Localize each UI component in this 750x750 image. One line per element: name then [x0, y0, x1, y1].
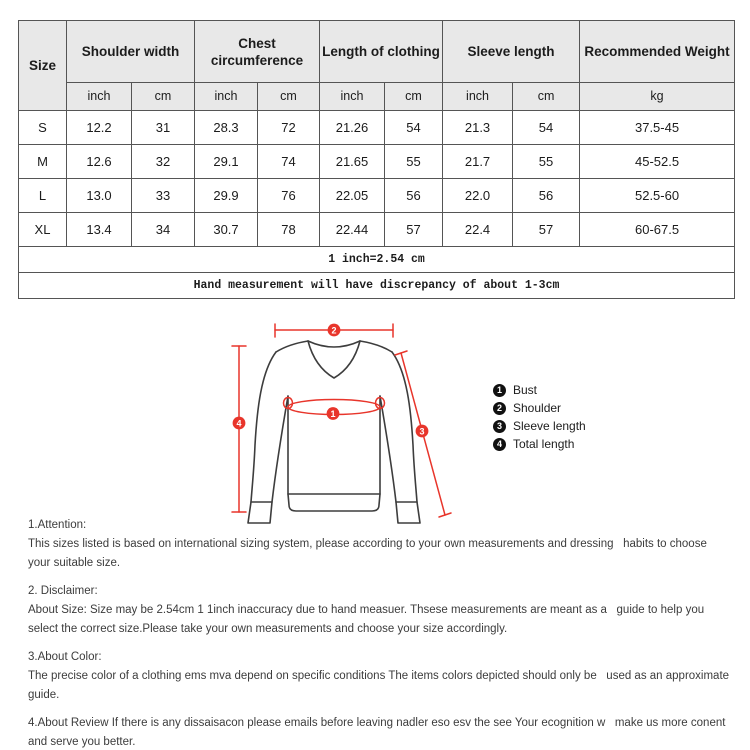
size-cell: XL: [19, 213, 67, 247]
svg-text:4: 4: [236, 418, 242, 429]
table-cell: 54: [513, 111, 580, 145]
table-cell: 54: [385, 111, 443, 145]
table-cell: 57: [385, 213, 443, 247]
marker-badge-shoulder: [328, 324, 341, 337]
unit-header: cm: [513, 83, 580, 111]
marker-badge-bust: [327, 407, 340, 420]
size-cell: L: [19, 179, 67, 213]
unit-header: inch: [320, 83, 385, 111]
table-cell: 12.2: [67, 111, 132, 145]
legend-label: Shoulder: [513, 401, 562, 415]
measurement-legend: [493, 381, 586, 453]
table-cell: 52.5-60: [580, 179, 735, 213]
table-cell: 56: [513, 179, 580, 213]
svg-text:3: 3: [419, 426, 425, 437]
col-header-size: Size: [19, 21, 67, 111]
note-heading: 1.Attention:: [28, 519, 87, 531]
size-cell: M: [19, 145, 67, 179]
legend-label: Total length: [513, 437, 575, 451]
table-cell: 78: [258, 213, 320, 247]
table-cell: 12.6: [67, 145, 132, 179]
table-cell: 22.05: [320, 179, 385, 213]
numbered-circle-icon: 2: [493, 402, 506, 415]
unit-header: cm: [132, 83, 195, 111]
svg-text:1: 1: [330, 408, 336, 419]
note-about-review: [28, 714, 732, 750]
numbered-circle-icon: 4: [493, 438, 506, 451]
size-cell: S: [19, 111, 67, 145]
note-attention: [28, 516, 732, 573]
table-cell: 60-67.5: [580, 213, 735, 247]
note-body: 4.About Review If there is any dissaisacon please emails before leaving nadler eso esv the see Your ecognition w make us more conent and serve you better.: [28, 717, 729, 748]
legend-item-sleeve-length: [493, 417, 586, 435]
col-header-sleeve-length: Sleeve length: [443, 21, 580, 83]
numbered-circle-icon: 3: [493, 420, 506, 433]
marker-badge-total-length: [233, 417, 246, 430]
sweater-outline-icon: [248, 341, 420, 523]
table-cell: 34: [132, 213, 195, 247]
note-heading: 2. Disclaimer:: [28, 585, 98, 597]
table-cell: 45-52.5: [580, 145, 735, 179]
unit-header: inch: [195, 83, 258, 111]
table-cell: 76: [258, 179, 320, 213]
table-cell: 30.7: [195, 213, 258, 247]
col-header-recommended-weight: Recommended Weight: [580, 21, 735, 83]
note-heading: 3.About Color:: [28, 651, 102, 663]
col-header-length-of-clothing: Length of clothing: [320, 21, 443, 83]
unit-header: inch: [443, 83, 513, 111]
note-disclaimer: [28, 582, 732, 639]
note-body: About Size: Size may be 2.54cm 1 1inch inaccuracy due to hand measuer. Thsese measurements are meant as a guide to help you select the correct size.Please take your own measurements and choose your size accordingly.: [28, 604, 708, 635]
svg-text:2: 2: [331, 325, 337, 336]
table-cell: 32: [132, 145, 195, 179]
table-cell: 37.5-45: [580, 111, 735, 145]
table-cell: 13.4: [67, 213, 132, 247]
table-cell: 33: [132, 179, 195, 213]
table-cell: 56: [385, 179, 443, 213]
table-cell: 31: [132, 111, 195, 145]
legend-label: Bust: [513, 383, 538, 397]
table-cell: 21.26: [320, 111, 385, 145]
marker-badge-sleeve-length: [416, 425, 429, 438]
numbered-circle-icon: 1: [493, 384, 506, 397]
unit-header: cm: [385, 83, 443, 111]
table-cell: 13.0: [67, 179, 132, 213]
measurement-discrepancy-note: Hand measurement will have discrepancy of about 1-3cm: [19, 273, 735, 299]
inch-conversion-note: 1 inch=2.54 cm: [19, 247, 735, 273]
table-cell: 21.7: [443, 145, 513, 179]
table-cell: 28.3: [195, 111, 258, 145]
table-cell: 22.0: [443, 179, 513, 213]
table-cell: 55: [513, 145, 580, 179]
note-about-color: [28, 648, 732, 705]
note-body: The precise color of a clothing ems mva depend on specific conditions The items colors depicted should only be used as an approximate guide.: [28, 670, 733, 701]
col-header-chest-circumference: Chest circumference: [195, 21, 320, 83]
table-cell: 72: [258, 111, 320, 145]
table-cell: 29.1: [195, 145, 258, 179]
table-cell: 29.9: [195, 179, 258, 213]
legend-label: Sleeve length: [513, 419, 586, 433]
table-cell: 21.65: [320, 145, 385, 179]
table-cell: 74: [258, 145, 320, 179]
table-cell: 22.44: [320, 213, 385, 247]
note-body: This sizes listed is based on international sizing system, please according to your own measurements and dressing habits to choose your suitable size.: [28, 538, 711, 569]
col-header-shoulder-width: Shoulder width: [67, 21, 195, 83]
legend-item-shoulder: [493, 399, 586, 417]
legend-item-bust: [493, 381, 586, 399]
table-cell: 57: [513, 213, 580, 247]
unit-header: cm: [258, 83, 320, 111]
notes-section: [28, 516, 732, 750]
table-cell: 55: [385, 145, 443, 179]
table-cell: 21.3: [443, 111, 513, 145]
unit-header: kg: [580, 83, 735, 111]
legend-item-total-length: [493, 435, 586, 453]
table-cell: 22.4: [443, 213, 513, 247]
unit-header: inch: [67, 83, 132, 111]
